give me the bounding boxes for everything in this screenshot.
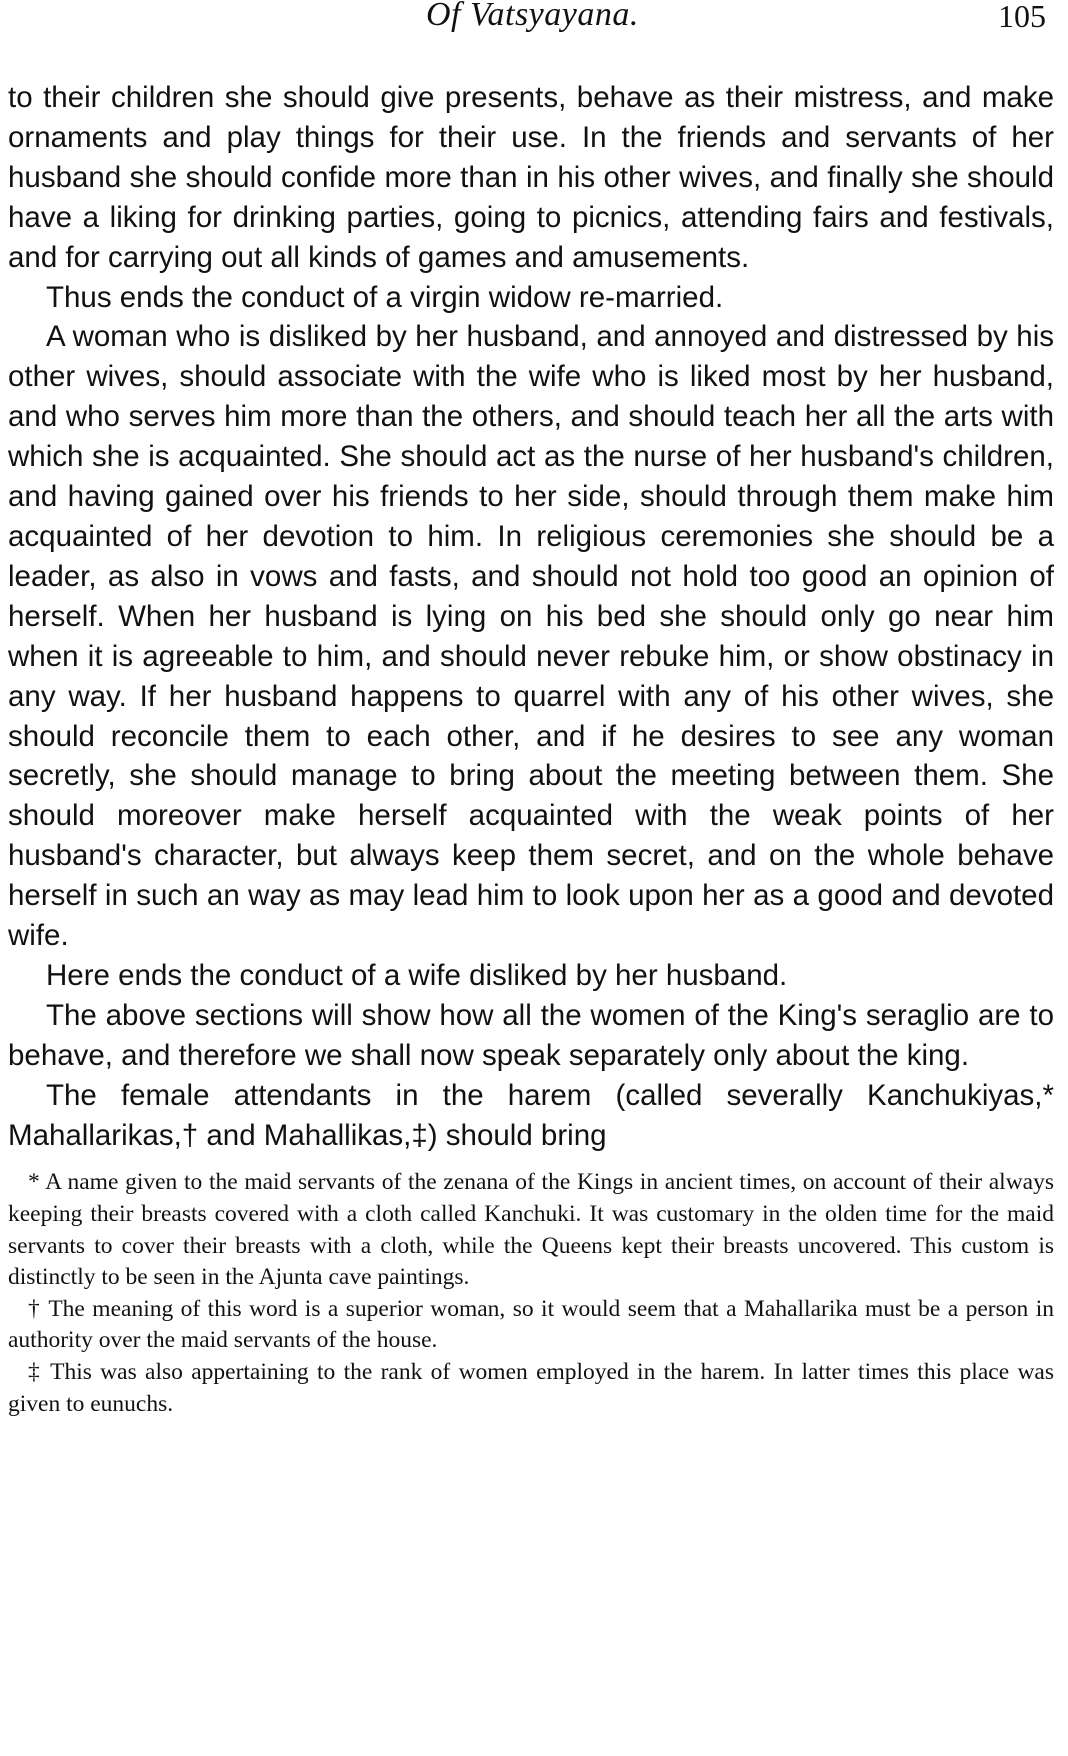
- footnotes: [8, 1167, 1054, 1420]
- paragraph-seraglio: The above sections will show how all the women of the King's seraglio are to behave, and therefore we shall now speak separately only about the king.: [8, 998, 1054, 1072]
- paragraph-disliked-wife-conclusion: Here ends the conduct of a wife disliked by her husband.: [46, 958, 788, 992]
- footnote-mahallarikas: † The meaning of this word is a superior woman, so it would seem that a Mahallarika must be a person in authority over the maid servants of the house.: [8, 1295, 1054, 1354]
- paragraph-female-attendants: The female attendants in the harem (called severally Kanchukiyas,* Mahallarikas,† and Mahallikas,‡) should bring: [8, 1078, 1054, 1152]
- paragraph-continuation: to their children she should give presents, behave as their mistress, and make ornaments and play things for their use. In the friends and servants of her husband she should confide more than in his other wives, and finally she should have a liking for drinking parties, going to picnics, attending fairs and festivals, and for carrying out all kinds of games and amusements.: [8, 81, 1054, 274]
- page-header: [8, 0, 1054, 44]
- paragraph-virgin-widow-conclusion: Thus ends the conduct of a virgin widow re-married.: [46, 280, 724, 314]
- paragraph-disliked-wife: A woman who is disliked by her husband, and annoyed and distressed by his other wives, should associate with the wife who is liked most by her husband, and who serves him more than the others, and should teach her all the arts with which she is acquainted. She should act as the nurse of her husband's children, and having gained over his friends to her side, should through them make him acquainted of her devotion to him. In religious ceremonies she should be a leader, as also in vows and fasts, and should not hold too good an opinion of herself. When her husband is lying on his bed she should only go near him when it is agreeable to him, and should never rebuke him, or show obstinacy in any way. If her husband happens to quarrel with any of his other wives, she should reconcile them to each other, and if he desires to see any woman secretly, she should manage to bring about the meeting between them. She should moreover make herself acquainted with the weak points of her husband's character, but always keep them secret, and on the whole behave herself in such an way as may lead him to look upon her as a good and devoted wife.: [8, 320, 1054, 953]
- footnote-kanchukiyas: * A name given to the maid servants of the zenana of the Kings in ancient times, on account of their always keeping their breasts covered with a cloth called Kanchuki. It was customary in the olden time for the maid servants to cover their breasts with a cloth, while the Queens kept their breasts uncovered. This custom is distinctly to be seen in the Ajunta cave paintings.: [8, 1169, 1054, 1291]
- running-title: Of Vatsyayana.: [426, 0, 639, 33]
- footnote-mahallikas: ‡ This was also appertaining to the rank of women employed in the harem. In latter times this place was given to eunuchs.: [8, 1359, 1054, 1417]
- page-number: 105: [998, 0, 1046, 34]
- body-text: [8, 78, 1054, 1155]
